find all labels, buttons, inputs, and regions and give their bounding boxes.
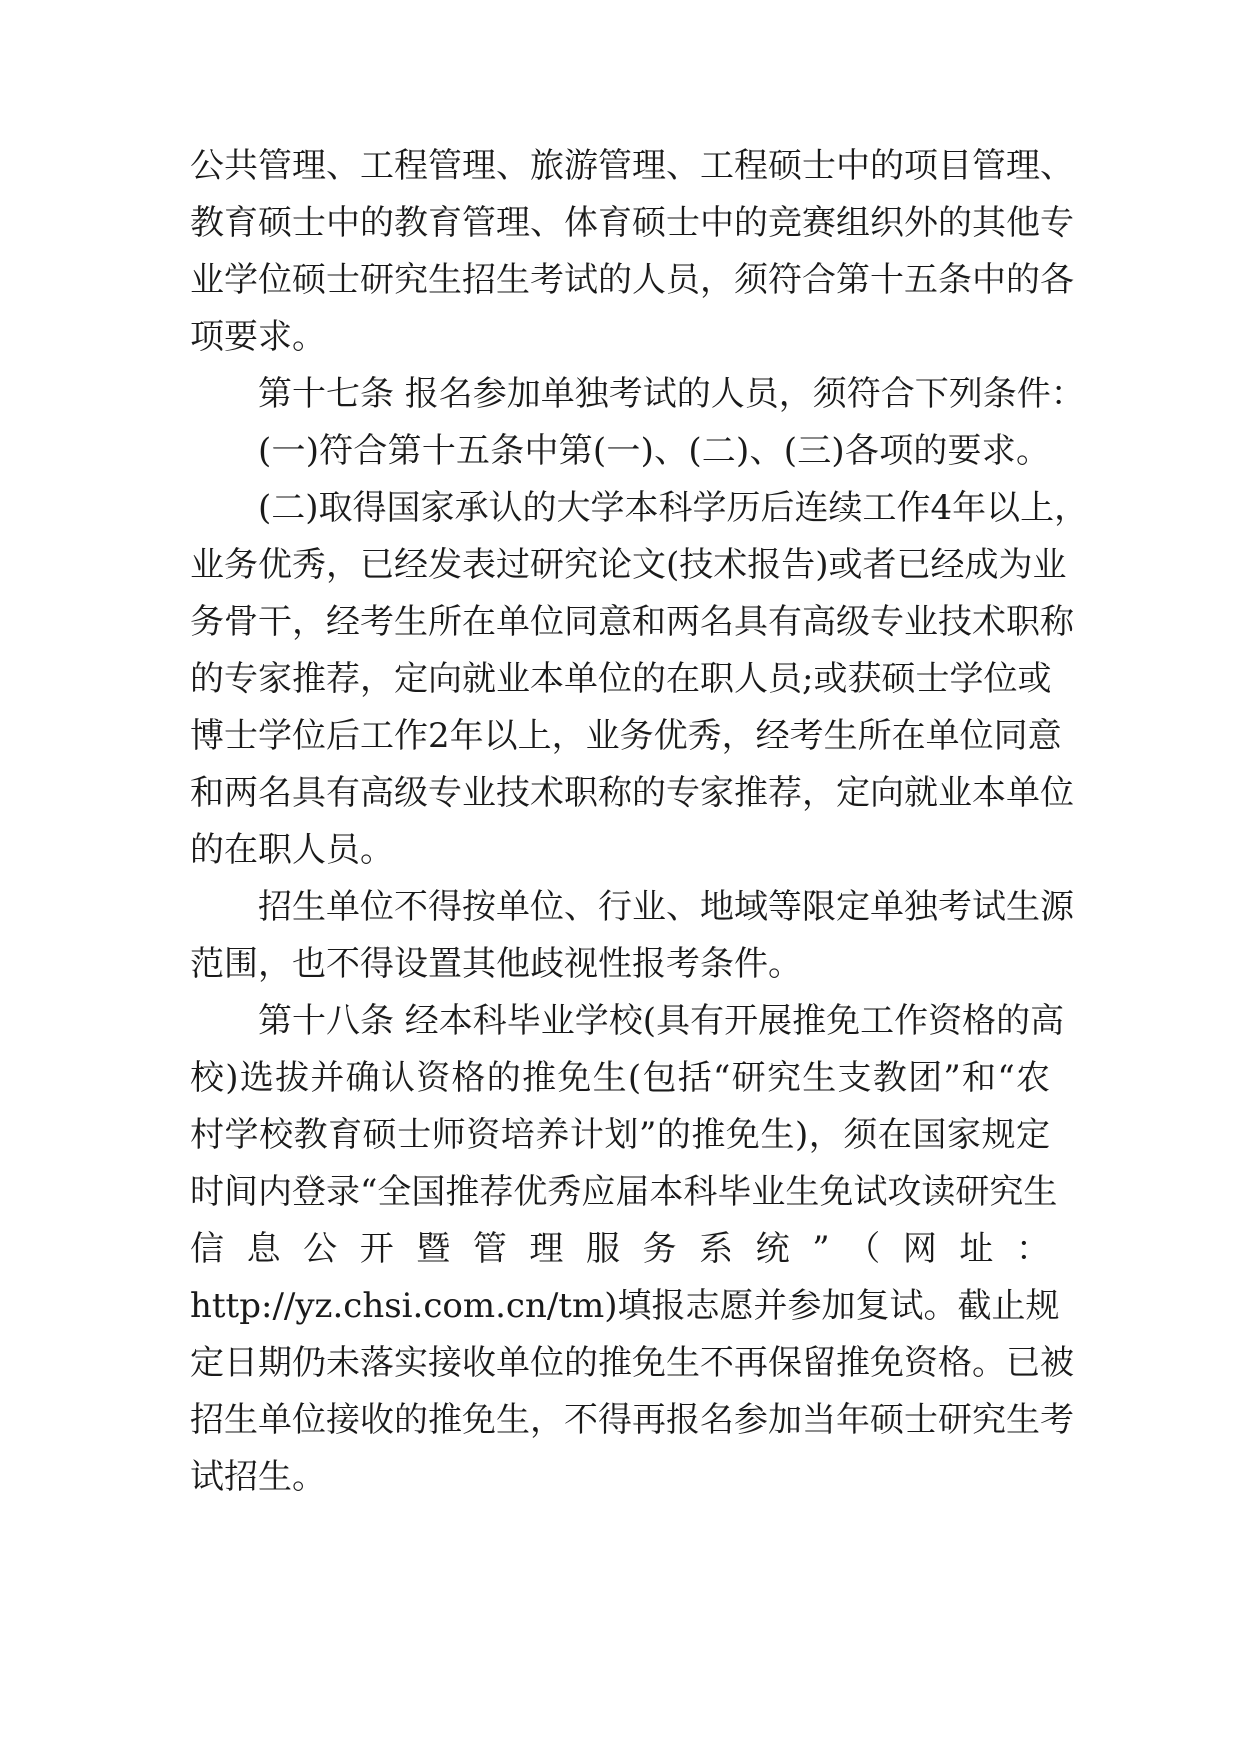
- text-line: (一)符合第十五条中第(一)、(二)、(三)各项的要求。: [258, 431, 1050, 471]
- text-line: 定日期仍未落实接收单位的推免生不再保留推免资格。已被: [190, 1343, 1074, 1383]
- text-line: 务骨干，经考生所在单位同意和两名具有高级专业技术职称: [190, 602, 1074, 642]
- text-line: 信 息 公 开 暨 管 理 服 务 系 统 ” （ 网 址 ：: [190, 1229, 1050, 1269]
- text-line: 招生单位不得按单位、行业、地域等限定单独考试生源: [258, 887, 1074, 927]
- text-line: 业学位硕士研究生招生考试的人员，须符合第十五条中的各: [190, 260, 1074, 300]
- article-17-heading: 第十七条 报名参加单独考试的人员，须符合下列条件：: [258, 374, 1085, 414]
- text-line: 公共管理、工程管理、旅游管理、工程硕士中的项目管理、: [190, 146, 1074, 186]
- text-line: 和两名具有高级专业技术职称的专家推荐，定向就业本单位: [190, 773, 1074, 813]
- text-line: 试招生。: [190, 1457, 326, 1497]
- text-line: 校)选拔并确认资格的推免生(包括“研究生支教团”和“农: [190, 1058, 1050, 1098]
- text-line: 范围，也不得设置其他歧视性报考条件。: [190, 944, 802, 984]
- text-line: 项要求。: [190, 317, 326, 357]
- article-18-heading: 第十八条 经本科毕业学校(具有开展推免工作资格的高: [258, 1001, 1065, 1041]
- text-line: 招生单位接收的推免生，不得再报名参加当年硕士研究生考: [190, 1400, 1074, 1440]
- text-line: 时间内登录“全国推荐优秀应届本科毕业生免试攻读研究生: [190, 1172, 1058, 1212]
- text-line: 博士学位后工作2年以上，业务优秀，经考生所在单位同意: [190, 716, 1062, 756]
- text-line: 教育硕士中的教育管理、体育硕士中的竞赛组织外的其他专: [190, 203, 1074, 243]
- text-line: 的在职人员。: [190, 830, 394, 870]
- url-line: http://yz.chsi.com.cn/tm)填报志愿并参加复试。截止规: [190, 1286, 1060, 1326]
- text-line: 业务优秀，已经发表过研究论文(技术报告)或者已经成为业: [190, 545, 1067, 585]
- text-line: 的专家推荐，定向就业本单位的在职人员;或获硕士学位或: [190, 659, 1052, 699]
- text-line: 村学校教育硕士师资培养计划”的推免生)，须在国家规定: [190, 1115, 1050, 1155]
- text-line: (二)取得国家承认的大学本科学历后连续工作4年以上，: [258, 488, 1089, 528]
